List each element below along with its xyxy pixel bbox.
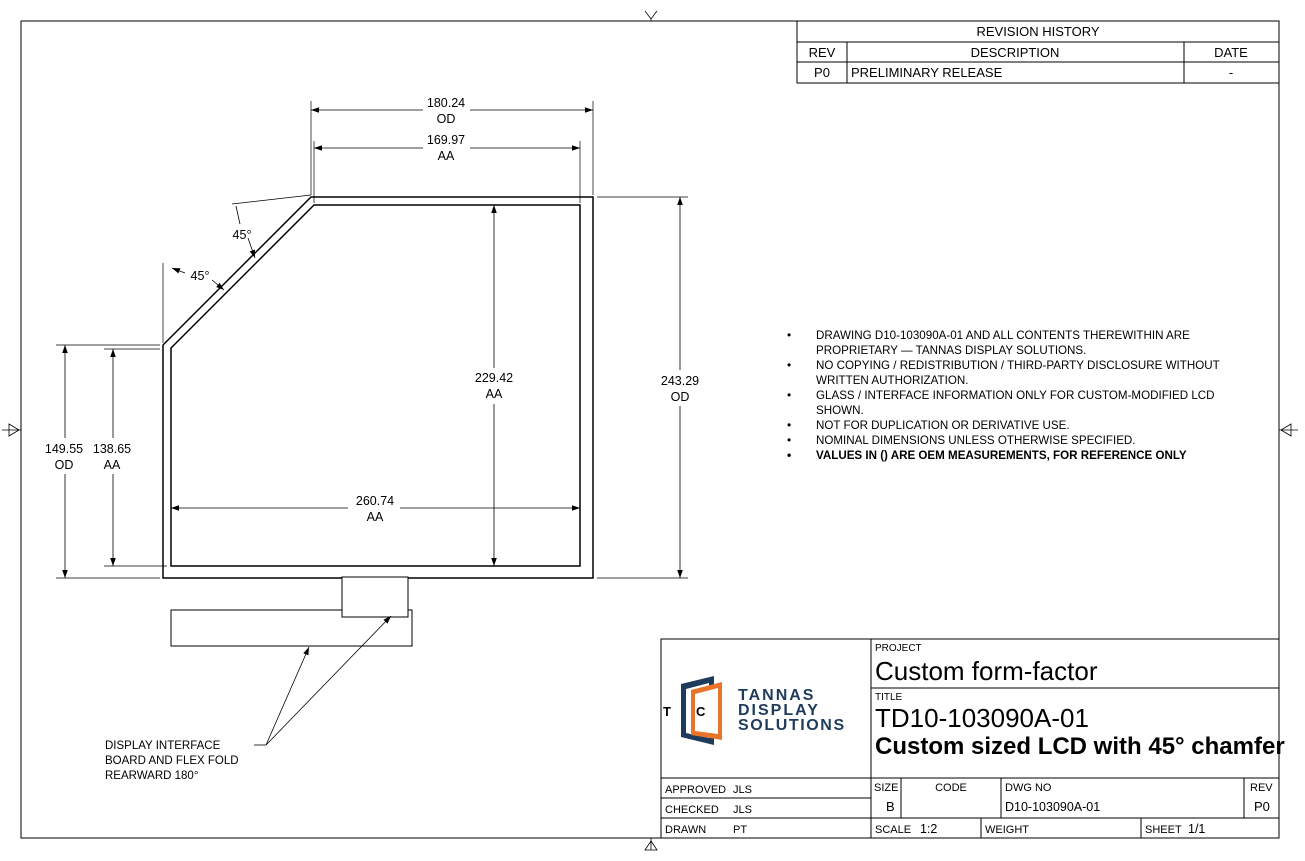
dim-angle-side: 45° [190,269,210,283]
note-item: • VALUES IN () ARE OEM MEASUREMENTS, FOR REFERENCE ONLY [785,448,1265,463]
logo-line-3: SOLUTIONS [738,717,846,734]
note-item: • NOMINAL DIMENSIONS UNLESS OTHERWISE SPECIFIED. [785,433,1265,448]
dim-height-aa-unit: AA [485,387,503,401]
rev-value: P0 [1254,799,1270,814]
note-item: • NO COPYING / REDISTRIBUTION / THIRD-PARTY DISCLOSURE WITHOUT WRITTEN AUTHORIZATION. [785,358,1265,388]
revision-description: PRELIMINARY RELEASE [851,65,1003,80]
checked-label: CHECKED [665,804,719,816]
dim-top-od-unit: OD [436,112,456,126]
rev-header: REV [808,45,836,60]
scale-label: SCALE [875,824,912,836]
revision-rev: P0 [814,65,830,80]
callout-line-1: DISPLAY INTERFACE [105,740,221,752]
dwg-no-label: DWG NO [1005,782,1052,794]
dim-top-aa-value: 169.97 [426,133,466,147]
revision-date: - [1228,65,1234,80]
drawn-value: PT [733,824,748,836]
revision-history-title: REVISION HISTORY [976,24,1100,39]
rev-label: REV [1250,782,1273,794]
dim-angle-chamfer: 45° [232,228,252,242]
approved-label: APPROVED [665,784,727,796]
weight-label: WEIGHT [985,824,1029,836]
note-item: • DRAWING D10-103090A-01 AND ALL CONTENTS THEREWITHIN ARE PROPRIETARY — TANNAS DISPLAY SOLUTIONS. [785,328,1265,358]
dim-left-aa-unit: AA [103,458,121,472]
sheet-value: 1/1 [1188,822,1206,836]
dim-top-aa-unit: AA [437,149,455,163]
date-header: DATE [1214,45,1248,60]
logo-line-1: TANNAS [738,687,816,704]
sheet-label: SHEET [1145,824,1182,836]
drawing-notes [785,328,1265,463]
dim-left-od-unit: OD [54,458,74,472]
svg-text:T: T [663,704,671,719]
dim-height-aa-value: 229.42 [474,371,514,385]
title-line-1: TD10-103090A-01 [875,703,1089,733]
tannas-logo [663,676,846,745]
size-label: SIZE [874,782,899,794]
callout-line-2: BOARD AND FLEX FOLD [105,755,239,767]
dwg-no-value: D10-103090A-01 [1005,800,1101,814]
callout-line-3: REARWARD 180° [105,770,199,782]
drawn-label: DRAWN [665,824,707,836]
title-line-2: Custom sized LCD with 45° chamfer [875,733,1285,760]
dim-width-aa-unit: AA [366,510,384,524]
svg-text:C: C [696,704,706,719]
dim-width-aa-value: 260.74 [355,494,395,508]
project-label: PROJECT [875,643,922,654]
size-value: B [886,799,895,814]
note-item: • NOT FOR DUPLICATION OR DERIVATIVE USE. [785,418,1265,433]
dim-top-od-value: 180.24 [426,96,466,110]
dim-left-aa-value: 138.65 [92,442,132,456]
note-item: • GLASS / INTERFACE INFORMATION ONLY FOR CUSTOM-MODIFIED LCD SHOWN. [785,388,1265,418]
title-label: TITLE [875,692,903,703]
logo-line-2: DISPLAY [738,702,820,719]
callout-leaders [254,616,391,745]
dim-left-od-value: 149.55 [44,442,84,456]
dim-height-od-value: 243.29 [660,374,700,388]
scale-value: 1:2 [920,822,938,836]
code-label: CODE [935,782,967,794]
dim-height-od-unit: OD [670,390,690,404]
project-value: Custom form-factor [875,656,1098,686]
description-header: DESCRIPTION [970,45,1060,60]
approved-value: JLS [733,784,752,796]
checked-value: JLS [733,804,752,816]
